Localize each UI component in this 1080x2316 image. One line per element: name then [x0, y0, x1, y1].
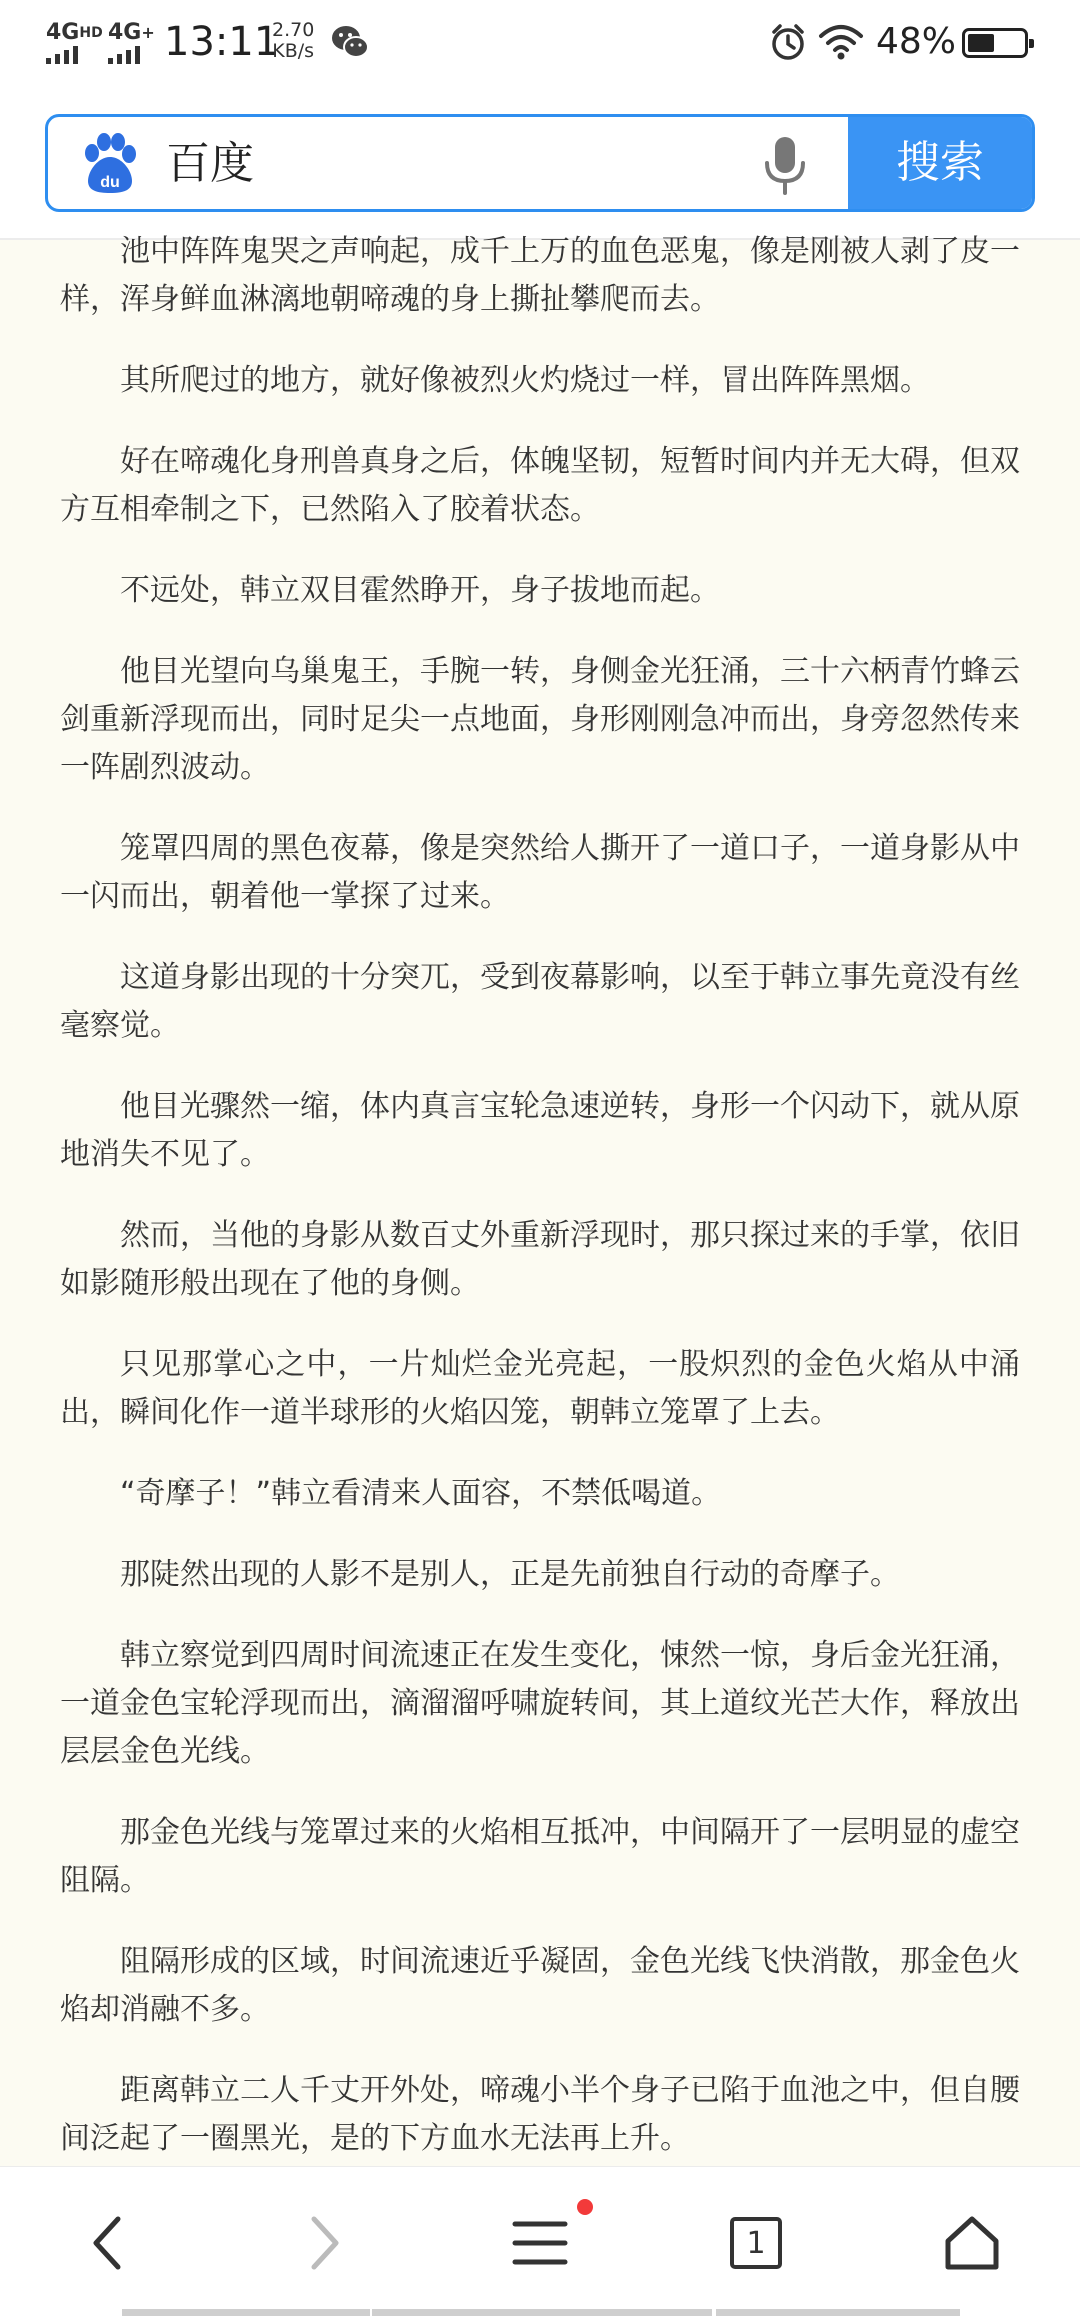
- paragraph-14: 那金色光线与笼罩过来的火焰相互抵冲，中间隔开了一层明显的虚空阻隔。: [60, 1815, 1020, 1898]
- signal-bars-icon: [46, 46, 103, 64]
- paragraph-1: 池中阵阵鬼哭之声响起，成千上万的血色恶鬼，像是刚被人剥了皮一样，浑身鲜血淋漓地朝啼魂的身上撕扯攀爬而去。: [60, 234, 1020, 317]
- paragraph-12: 那陡然出现的人影不是别人，正是先前独自行动的奇摩子。: [120, 1557, 900, 1592]
- paragraph-2: 其所爬过的地方，就好像被烈火灼烧过一样，冒出阵阵黑烟。: [120, 363, 930, 398]
- network-indicator-2: [108, 22, 155, 64]
- network1-suffix: HD: [79, 25, 103, 41]
- tab-count: 1: [746, 2225, 766, 2261]
- home-icon: [943, 2215, 1001, 2271]
- paragraph-4: 不远处，韩立双目霍然睁开，身子拔地而起。: [120, 573, 720, 608]
- speed-value: 2.70: [272, 19, 315, 41]
- baidu-paw-logo-icon: [78, 131, 142, 195]
- paragraph-13: 韩立察觉到四周时间流速正在发生变化，悚然一惊，身后金光狂涌，一道金色宝轮浮现而出，滴溜溜呼啸旋转间，其上道纹光芒大作，释放出层层金色光线。: [60, 1638, 1020, 1769]
- search-input[interactable]: 百度: [166, 138, 254, 189]
- menu-icon: [512, 2218, 568, 2268]
- network2-label: 4G: [108, 20, 142, 45]
- chevron-left-icon: [86, 2215, 130, 2271]
- tabs-button[interactable]: [716, 2203, 796, 2283]
- paragraph-3: 好在啼魂化身刑兽真身之后，体魄坚韧，短暂时间内并无大碍，但双方互相牵制之下，已然陷入了胶着状态。: [60, 444, 1020, 527]
- battery-icon: [962, 28, 1028, 58]
- wechat-icon: [330, 22, 370, 62]
- search-box[interactable]: [45, 114, 1035, 212]
- search-header: [0, 84, 1080, 240]
- bottom-nav: [0, 2166, 1080, 2316]
- network-speed: [272, 20, 314, 62]
- signal-bars-icon: [108, 46, 155, 64]
- paragraph-7: 这道身影出现的十分突兀，受到夜幕影响，以至于韩立事先竟没有丝毫察觉。: [60, 960, 1020, 1043]
- paragraph-11: “奇摩子！”韩立看清来人面容，不禁低喝道。: [120, 1476, 722, 1511]
- alarm-icon: [768, 22, 808, 62]
- paragraph-16: 距离韩立二人千丈开外处，啼魂小半个身子已陷于血池之中，但自腰间泛起了一圈黑光，是的下方血水无法再上升。: [60, 2073, 1020, 2156]
- status-bar: [0, 0, 1080, 84]
- paragraph-6: 笼罩四周的黑色夜幕，像是突然给人撕开了一道口子，一道身影从中一闪而出，朝着他一掌探了过来。: [60, 831, 1020, 914]
- paragraph-10: 只见那掌心之中，一片灿烂金光亮起，一股炽烈的金色火焰从中涌出，瞬间化作一道半球形的火焰囚笼，朝韩立笼罩了上去。: [60, 1347, 1020, 1430]
- microphone-icon[interactable]: [760, 135, 810, 197]
- network1-label: 4G: [46, 20, 80, 45]
- network2-suffix: +: [141, 23, 155, 42]
- battery-percent: 48%: [876, 21, 957, 62]
- paragraph-5: 他目光望向乌巢鬼王，手腕一转，身侧金光狂涌，三十六柄青竹蜂云剑重新浮现而出，同时足尖一点地面，身形刚刚急冲而出，身旁忽然传来一阵剧烈波动。: [60, 654, 1020, 785]
- network-indicator-1: [46, 22, 103, 64]
- logo-text: du: [100, 174, 120, 191]
- paragraph-9: 然而，当他的身影从数百丈外重新浮现时，那只探过来的手掌，依旧如影随形般出现在了他的身侧。: [60, 1218, 1020, 1301]
- paragraph-15: 阻隔形成的区域，时间流速近乎凝固，金色光线飞快消散，那金色火焰却消融不多。: [60, 1944, 1020, 2027]
- home-indicator: [0, 2309, 1080, 2316]
- back-button[interactable]: [68, 2203, 148, 2283]
- notification-dot: [577, 2199, 593, 2215]
- search-button[interactable]: 搜索: [848, 117, 1032, 209]
- wifi-icon: [818, 22, 864, 62]
- article-content: [0, 228, 1080, 2160]
- chevron-right-icon: [302, 2215, 346, 2271]
- menu-button[interactable]: [500, 2203, 580, 2283]
- forward-button[interactable]: [284, 2203, 364, 2283]
- home-button[interactable]: [932, 2203, 1012, 2283]
- speed-unit: KB/s: [272, 40, 315, 62]
- paragraph-8: 他目光骤然一缩，体内真言宝轮急速逆转，身形一个闪动下，就从原地消失不见了。: [60, 1089, 1020, 1172]
- clock: 13:11: [164, 19, 280, 65]
